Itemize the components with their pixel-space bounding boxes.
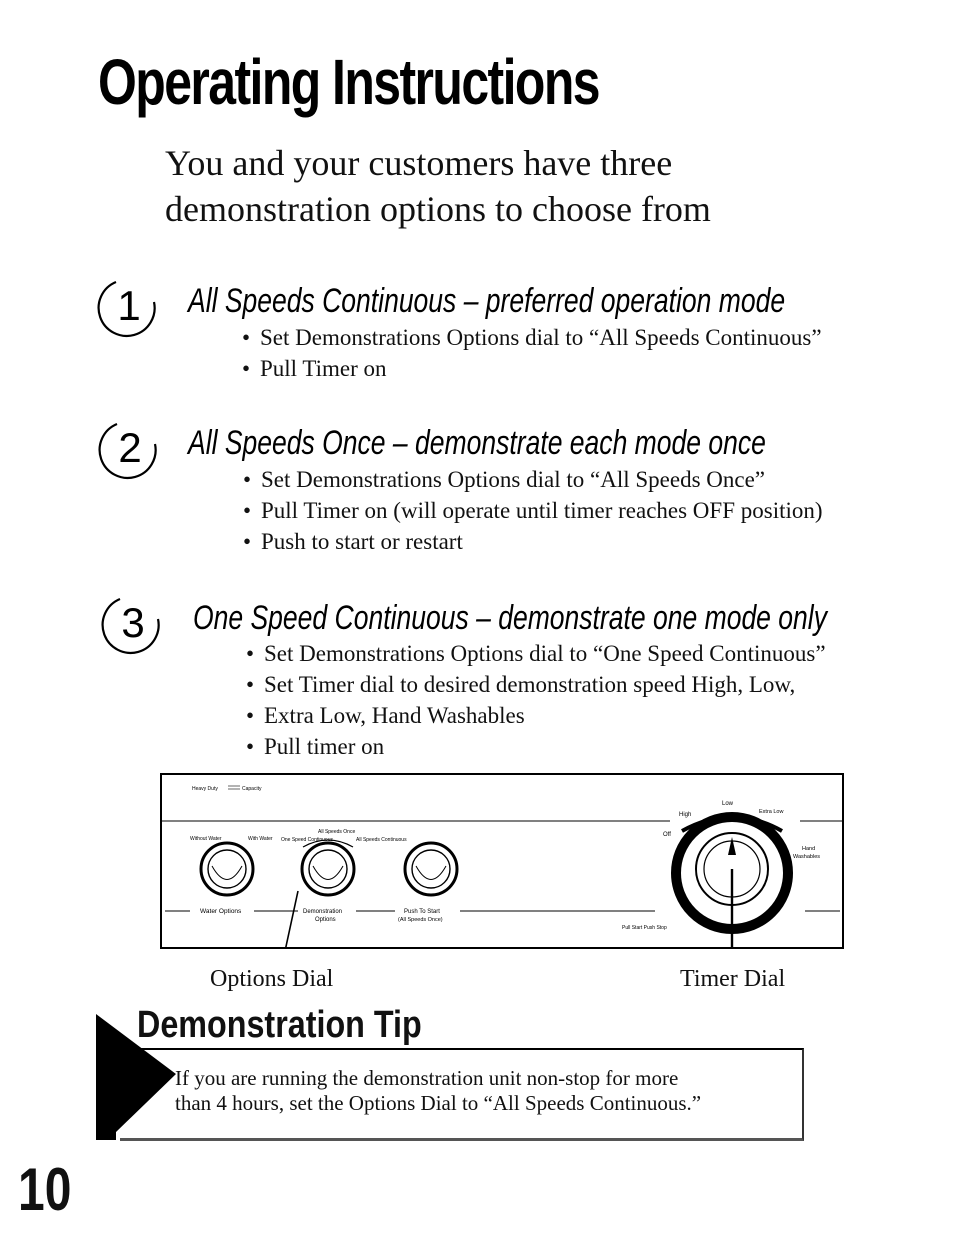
hand-label: Hand [802,846,816,852]
section-3 [0,585,954,759]
with-water-label: With Water [248,836,273,842]
high-label: High [679,812,692,818]
capacity-label-2: Capacity [242,786,262,792]
section-heading: All Speeds Continuous – preferred operation mode [188,282,786,320]
tip-line-2: than 4 hours, set the Options Dial to “All Speeds Continuous.” [175,1091,702,1115]
push-to-start-knob-icon [405,843,457,895]
bullet-item: • Set Demonstrations Options dial to “All Speeds Once” [243,464,823,495]
options-dial-caption: Options Dial [210,966,334,992]
bullet-item: • Set Timer dial to desired demonstration speed High, Low, [246,669,826,700]
off-label: Off [663,832,671,838]
bullet-item: • Pull Timer on [242,353,822,384]
pull-start-label: Pull Start Push Stop [622,925,667,931]
tip-arrow-icon [96,1014,186,1140]
one-speed-label: One Speed Continuous [281,837,333,843]
control-panel-illustration [160,773,844,949]
page-number: 10 [18,1156,72,1223]
timer-dial-caption: Timer Dial [680,966,786,992]
all-once-label: All Speeds Once [318,829,356,835]
bullet-item: • Push to start or restart [243,526,823,557]
demonstration-label: Demonstration [303,909,343,915]
bullet-list [242,322,822,384]
section-number: 1 [117,282,141,329]
bullet-item: • Set Demonstrations Options dial to “All Speeds Continuous” [242,322,822,353]
section-number: 3 [121,599,145,646]
section-number: 2 [118,424,142,471]
washables-label: Washables [793,854,821,860]
section-heading: One Speed Continuous – demonstrate one mode only [193,599,827,637]
bullet-list [243,464,823,557]
tip-title: Demonstration Tip [137,1004,422,1046]
bullet-item: • Pull Timer on (will operate until timer reaches OFF position) [243,495,823,526]
low-label: Low [722,801,734,807]
section-heading: All Speeds Once – demonstrate each mode once [188,424,766,462]
number-1-circle-icon [96,274,160,338]
bullet-item: • Extra Low, Hand Washables [246,700,826,731]
without-water-label: Without Water [190,836,222,842]
water-options-label: Water Options [200,908,242,915]
options-label: Options [315,917,336,923]
intro-text: You and your customers have three demonstration options to choose from [165,143,711,229]
bullet-item: • Pull timer on [246,731,826,762]
extra-low-label: Extra Low [759,809,784,815]
bullet-list [246,638,826,762]
bullet-item: • Set Demonstrations Options dial to “One Speed Continuous” [246,638,826,669]
number-2-circle-icon [97,416,161,480]
all-continuous-label: All Speeds Continuous [356,837,407,843]
section-2 [0,410,954,580]
all-speeds-once-paren-label: (All Speeds Once) [398,917,443,923]
push-to-start-label: Push To Start [404,909,440,915]
capacity-label: Heavy Duty [192,786,218,792]
water-options-knob-icon [201,843,253,895]
page-title: Operating Instructions [98,46,599,118]
tip-line-1: If you are running the demonstration unit non-stop for more [175,1066,679,1090]
tip-text [175,1066,795,1116]
number-3-circle-icon [100,591,164,655]
